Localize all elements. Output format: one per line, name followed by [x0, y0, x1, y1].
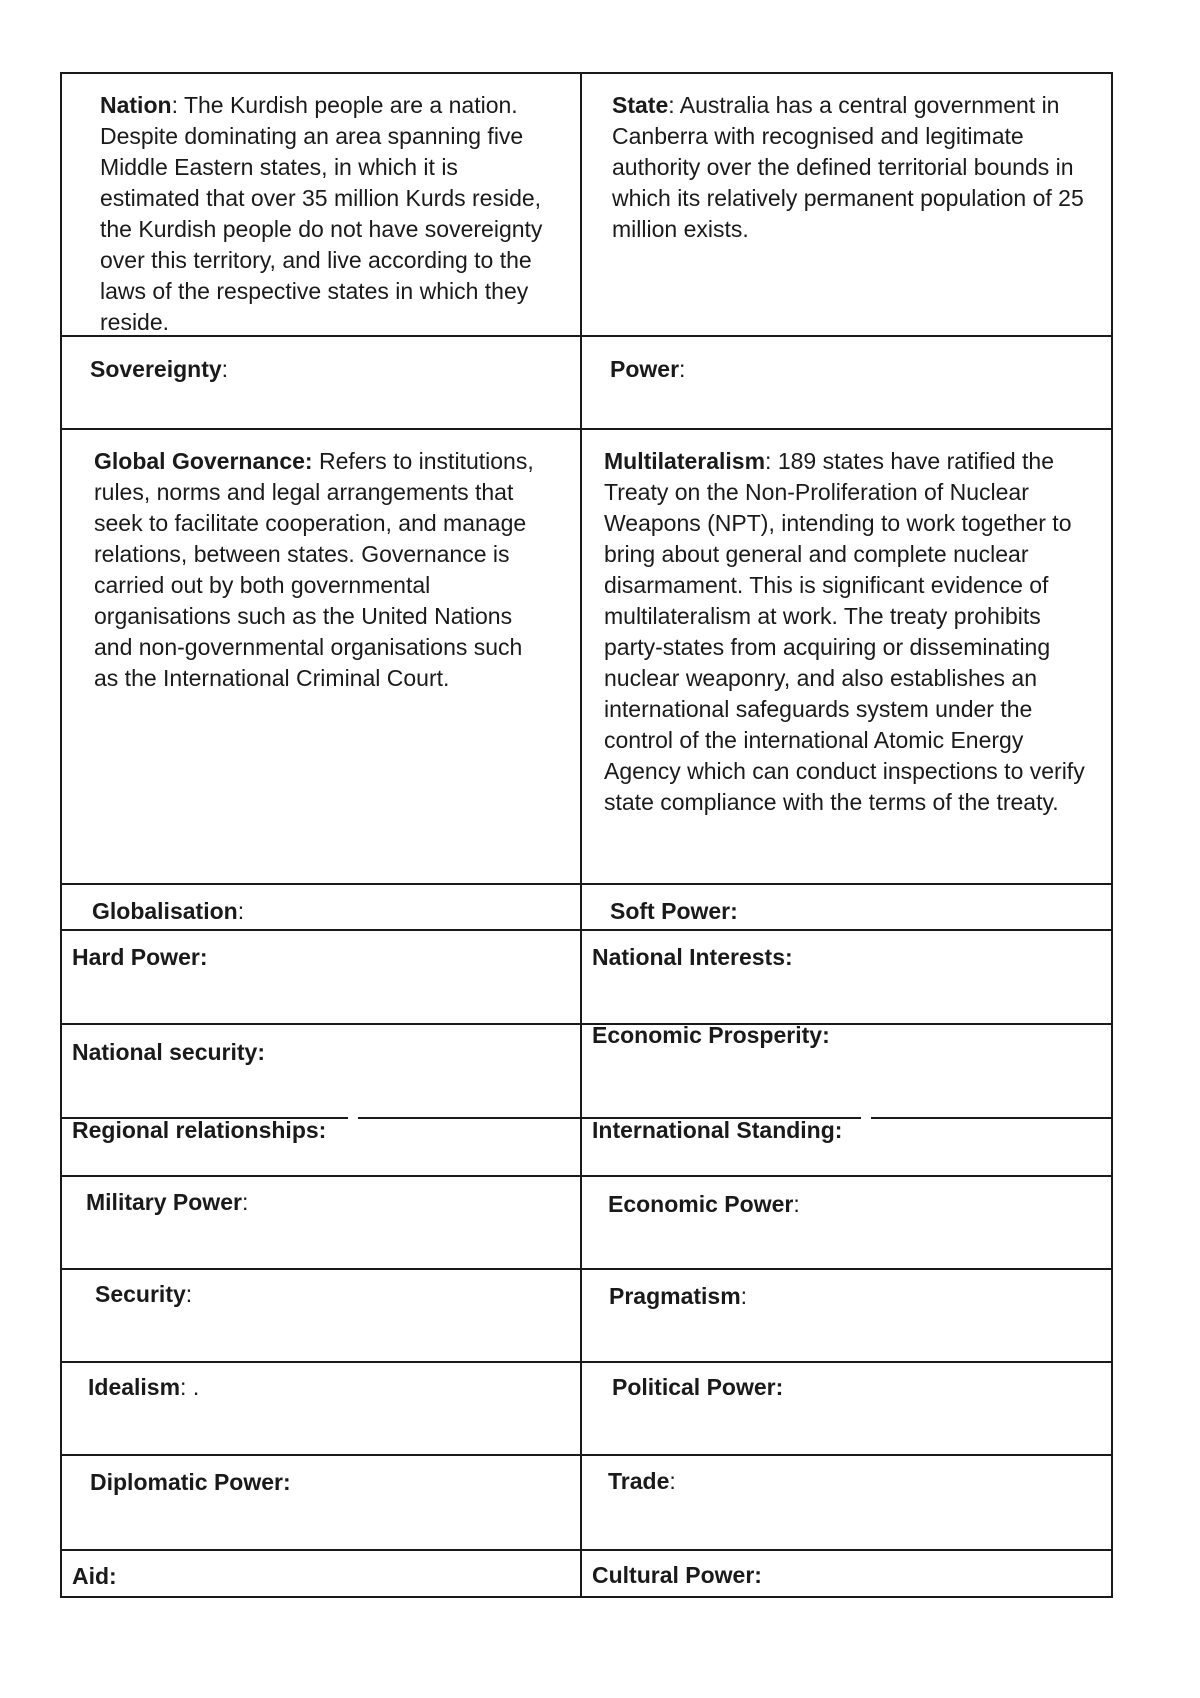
glossary-table: [60, 72, 1113, 1598]
row-divider: [62, 1268, 1111, 1270]
term-label: Multilateralism: [604, 448, 766, 474]
definition-text: 189 states have ratified the Treaty on the Non-Proliferation of Nuclear Weapons (NPT), intending to work together to bring about general and complete nuclear disarmament. This is significant evidence of multilateralism at work. The treaty prohibits party-states from acquiring or disseminating nuclear weaponry, and also establishes an international safeguards system under the control of the international Atomic Energy Agency which can conduct inspections to verify state compliance with the terms of the treaty.: [604, 448, 1085, 815]
line-gap: [348, 1115, 358, 1121]
term-label: Security: [95, 1281, 186, 1307]
cell-international-standing: [592, 1115, 842, 1146]
cell-multilateralism: Multilateralism: 189 states have ratified the Treaty on the Non-Proliferation of Nuclear Weapons (NPT), intending to work together to bring about general and complete nuclear disarmament. This is significant evidence of multilateralism at work. The treaty prohibits party-states from acquiring or disseminating nuclear weaponry, and also establishes an international safeguards system under the control of the international Atomic Energy Agency which can conduct inspections to verify state compliance with the terms of the treaty.: [604, 448, 1085, 815]
term-label: International Standing:: [592, 1117, 843, 1143]
term-label: Soft Power:: [610, 898, 738, 924]
term-label: Idealism: [88, 1374, 181, 1400]
row-divider: [62, 428, 1111, 430]
term-label: Global Governance:: [94, 448, 313, 474]
column-divider: [580, 74, 582, 1596]
cell-idealism: Idealism: .: [88, 1374, 200, 1400]
row-divider: [62, 1175, 1111, 1177]
row-divider: [62, 1023, 1111, 1025]
cell-diplomatic-power: [90, 1467, 291, 1498]
term-label: Sovereignty: [90, 356, 222, 382]
term-label: National security:: [72, 1039, 265, 1065]
term-label: Economic Power: [608, 1191, 794, 1217]
term-label: National Interests:: [592, 944, 793, 970]
term-label: Political Power:: [612, 1374, 784, 1400]
cell-hard-power: [72, 942, 207, 973]
term-label: Pragmatism: [609, 1283, 741, 1309]
term-label: Power: [610, 356, 680, 382]
cell-economic-prosperity: [592, 1020, 830, 1051]
cell-national-security: [72, 1037, 265, 1068]
cell-economic-power: Economic Power:: [608, 1191, 800, 1217]
cell-aid: [72, 1561, 117, 1592]
row-divider: [62, 929, 1111, 931]
cell-soft-power: [610, 896, 738, 927]
cell-globalisation: Globalisation:: [92, 898, 245, 924]
row-divider: [62, 1361, 1111, 1363]
term-label: Economic Prosperity:: [592, 1022, 830, 1048]
row-divider: [62, 1549, 1111, 1551]
term-label: Cultural Power:: [592, 1562, 762, 1588]
cell-pragmatism: Pragmatism:: [609, 1283, 748, 1309]
cell-power: Power:: [610, 356, 686, 382]
cell-cultural-power: [592, 1560, 762, 1591]
cell-national-interests: [592, 942, 793, 973]
definition-text: Australia has a central government in Canberra with recognised and legitimate authority over the defined territorial bounds in which its relatively permanent population of 25 million exists.: [612, 92, 1084, 242]
cell-sovereignty: Sovereignty:: [90, 356, 229, 382]
definition-text: Refers to institutions, rules, norms and legal arrangements that seek to facilitate cooperation, and manage relations, between states. Governance is carried out by both governmental organisations such as the United Nations and non-governmental organisations such as the International Criminal Court.: [94, 448, 534, 691]
row-divider: [62, 1454, 1111, 1456]
row-divider: [62, 883, 1111, 885]
term-label: Trade: [608, 1468, 670, 1494]
cell-global-governance: [94, 446, 552, 694]
term-label: Regional relationships:: [72, 1117, 327, 1143]
term-label: State: [612, 92, 669, 118]
cell-regional-relationships: [72, 1115, 326, 1146]
term-label: Hard Power:: [72, 944, 208, 970]
term-label: Aid:: [72, 1563, 117, 1589]
line-gap: [861, 1115, 871, 1121]
cell-trade: Trade:: [608, 1468, 676, 1494]
cell-security: Security:: [95, 1281, 193, 1307]
cell-state: State: Australia has a central government in Canberra with recognised and legitimate authority over the defined territorial bounds in which its relatively permanent population of 25 million exists.: [612, 92, 1084, 242]
term-label: Military Power: [86, 1189, 242, 1215]
definition-text: The Kurdish people are a nation. Despite dominating an area spanning five Middle Eastern states, in which it is estimated that over 35 million Kurds reside, the Kurdish people do not have sovereignty over this territory, and live according to the laws of the respective states in which they reside.: [100, 92, 543, 335]
cell-military-power: Military Power:: [86, 1189, 249, 1215]
cell-political-power: [612, 1372, 783, 1403]
term-label: Globalisation: [92, 898, 238, 924]
term-label: Diplomatic Power:: [90, 1469, 291, 1495]
cell-nation: Nation: The Kurdish people are a nation. Despite dominating an area spanning five Middle Eastern states, in which it is estimated that over 35 million Kurds reside, the Kurdish people do not have sovereignty over this territory, and live according to the laws of the respective states in which they reside.: [100, 92, 543, 335]
term-label: Nation: [100, 92, 172, 118]
